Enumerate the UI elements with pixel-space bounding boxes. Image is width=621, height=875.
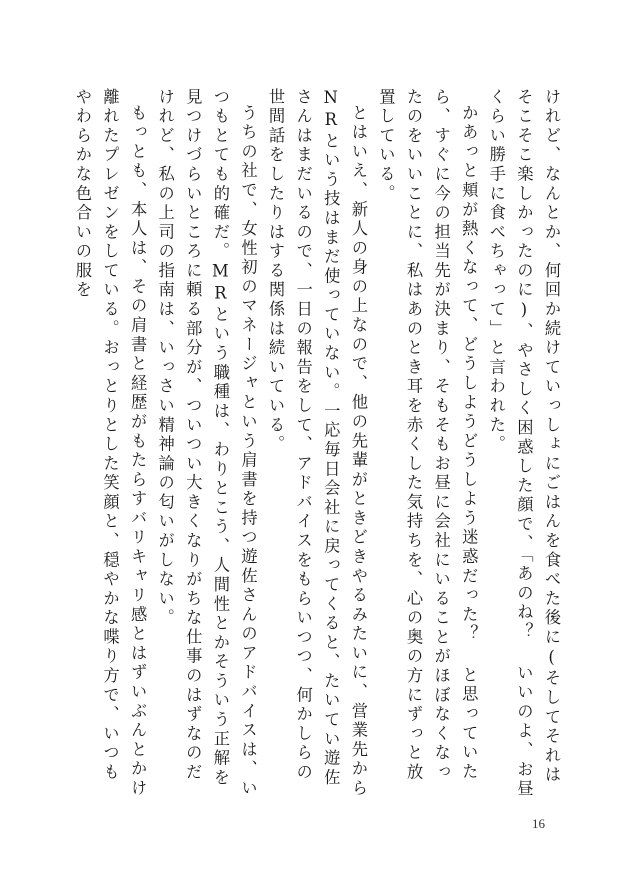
paragraph-2: かあっと頬が熱くなって、どうしようどうしよう迷惑だった？ と思っていたら、すぐに今の担当先が決まり、そもそもお昼に会社にいることがほぼなくなったのをいいことに、私はあのとき耳を赤くした気持ちを、心の奥の方にずっと放置している。: [376, 88, 479, 783]
paragraph-4: うちの社で、女性初のマネージャという肩書を持つ遊佐さんのアドバイスは、いつもとても的確だ。MRという職種は、わりとこう、人間性とかそういう正解を見つけづらいところに頼る部分が、ついつい大きくなりがちな仕事のはずなのだけれど、私の上司の指南は、いっさい精神論の匂いがしない。: [155, 88, 258, 799]
page-number: 16: [532, 816, 545, 831]
paragraph-3: とはいえ、新人の身の上なので、他の先輩がときどきやるみたいに、営業先からNRという技はまだ使っていない。一応毎日会社に戻ってくると、たいてい遊佐さんはまだいるので、一日の報告をして、アドバイスをもらいつつ、何かしらの世間話をしたりはする関係は続いている。: [266, 88, 368, 799]
vertical-text-body: [55, 88, 565, 800]
paragraph-5: もっとも、本人は、その肩書と経歴がもたらすバリキャリ感とはずいぶんとかけ離れたプレゼンをしている。おっとりとした笑顔と、穏やかな喋り方で、いつもやわらかな色合いの服を: [72, 88, 148, 799]
paragraph-1: けれど、なんとか、何回か続けていっしょにごはんを食べた後に(そしてそれはそこそこ楽しかったのに)、やさしく困惑した顔で、「あのね？ いいのよ、お昼くらい勝手に食べちゃって」と言われた。: [486, 88, 561, 800]
